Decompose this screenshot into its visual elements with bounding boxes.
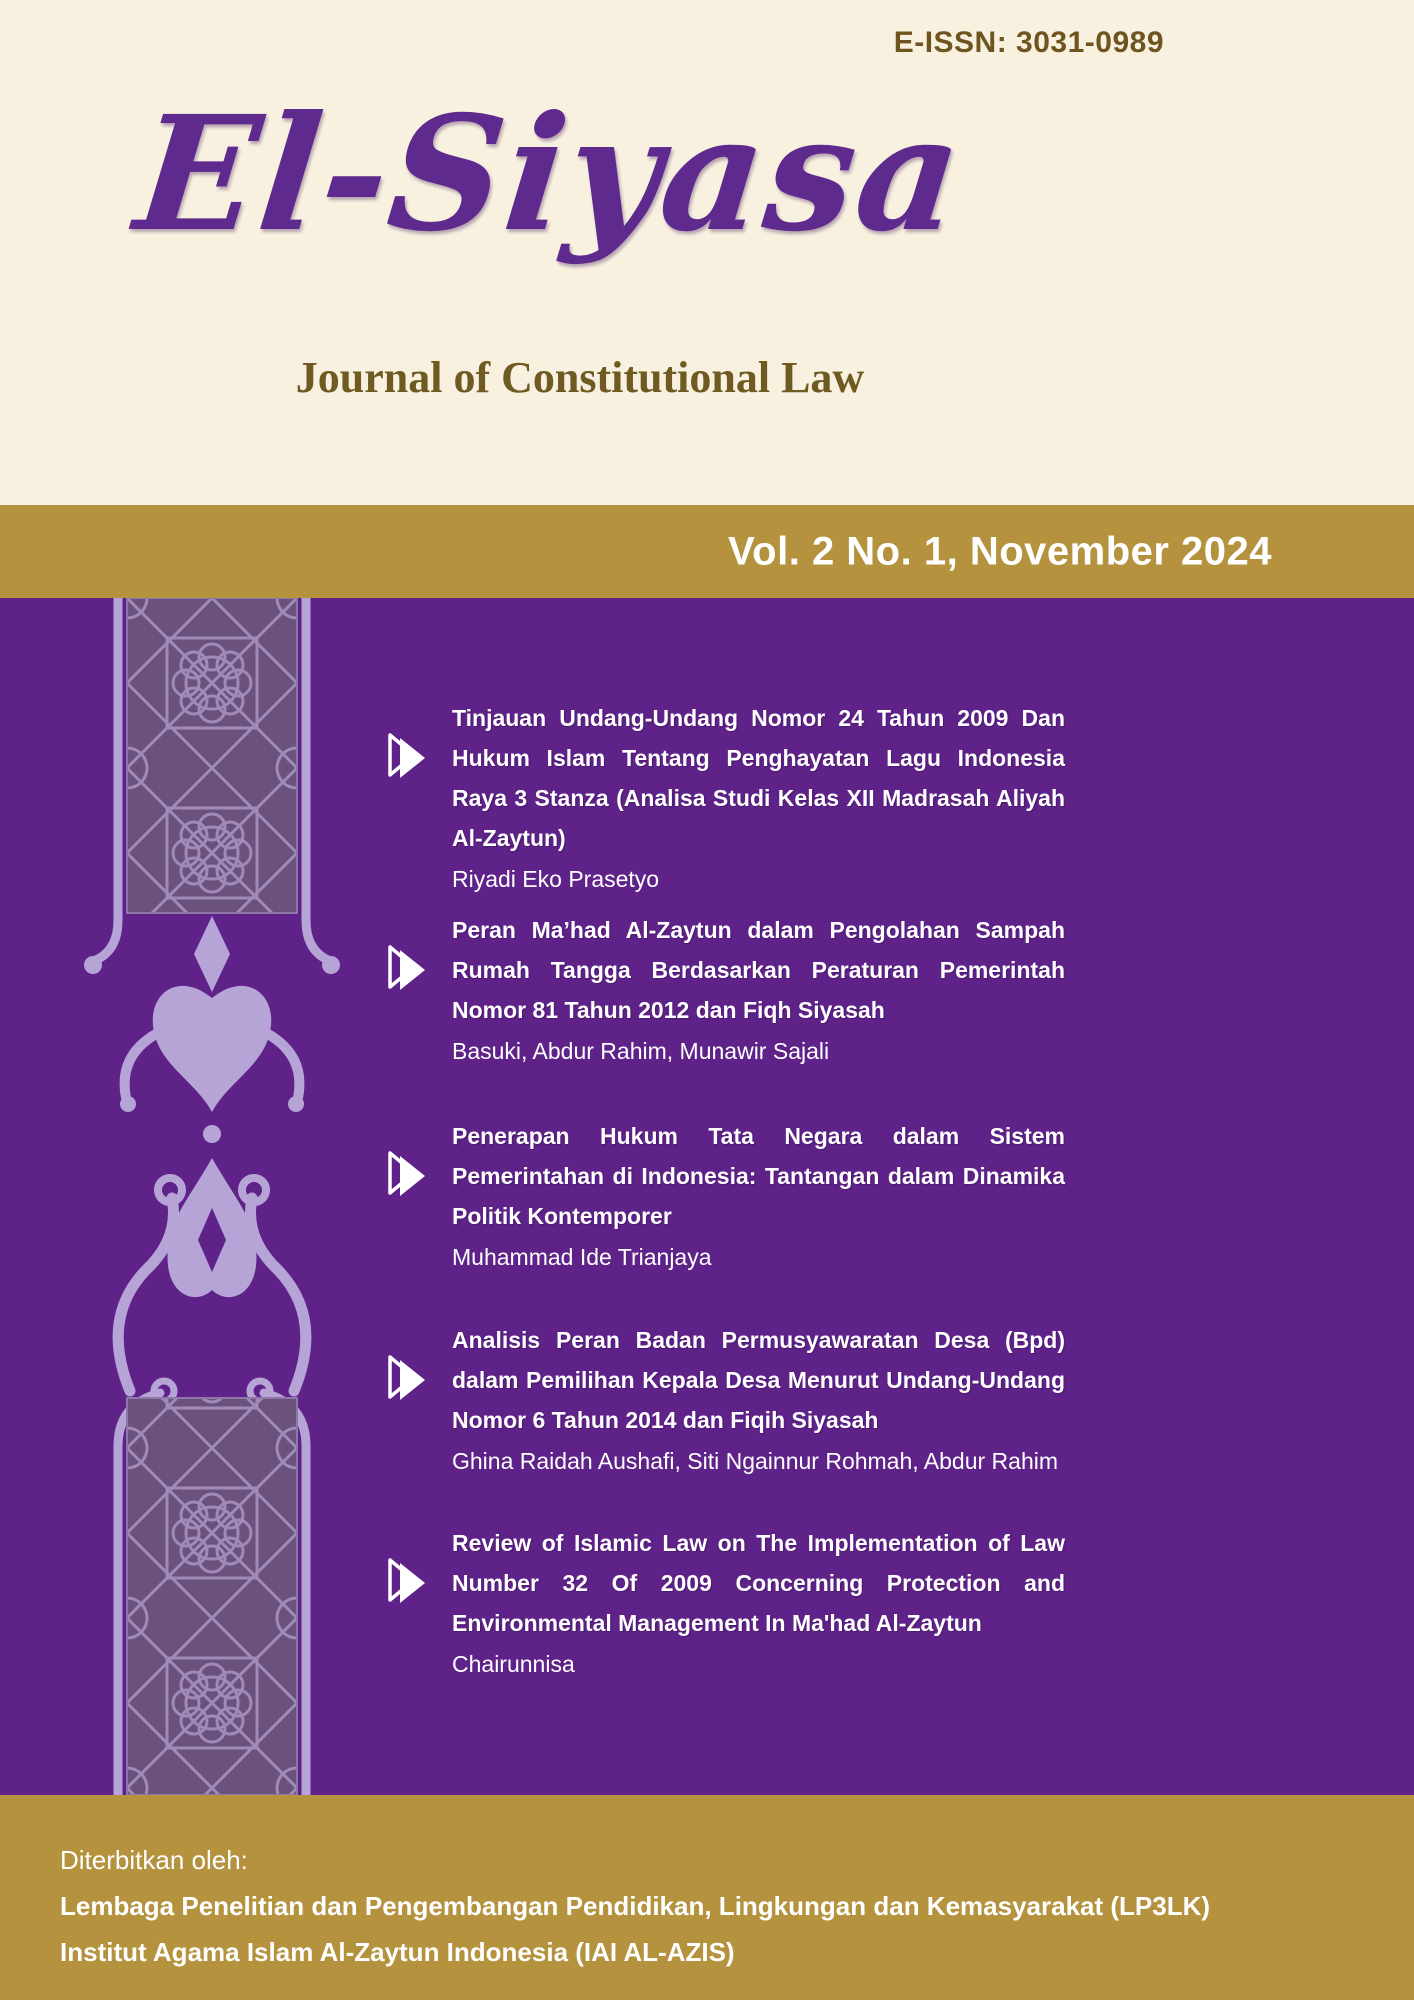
article-authors: Muhammad Ide Trianjaya: [452, 1244, 712, 1270]
journal-logo: [0, 0, 1100, 280]
article-title: Review of Islamic Law on The Implementation of Law Number 32 Of 2009 Concerning Protection and Environmental Management In Ma'had Al-Zaytun: [452, 1530, 1065, 1636]
published-by-label: Diterbitkan oleh:: [60, 1845, 248, 1875]
play-arrow-icon: [387, 944, 427, 990]
play-arrow-icon: [387, 732, 427, 778]
journal-logo-text: El-Siyasa: [128, 82, 972, 267]
article-title: Analisis Peran Badan Permusyawaratan Desa (Bpd) dalam Pemilihan Kepala Desa Menurut Undang-Undang Nomor 6 Tahun 2014 dan Fiqih Siyasah: [452, 1327, 1065, 1433]
volume-label: Vol. 2 No. 1, November 2024: [727, 529, 1273, 573]
article-title: Tinjauan Undang-Undang Nomor 24 Tahun 2009 Dan Hukum Islam Tentang Penghayatan Lagu Indonesia Raya 3 Stanza (Analisa Studi Kelas XII Madrasah Aliyah Al-Zaytun): [452, 705, 1065, 851]
article-item-4: [387, 1320, 1065, 1481]
publisher-name: Lembaga Penelitian dan Pengembangan Pendidikan, Lingkungan dan Kemasyarakat (LP3LK): [60, 1891, 1211, 1921]
main-section: [0, 598, 1414, 1795]
arabesque-pendant: [153, 916, 271, 1143]
eissn-label: E-ISSN: 3031-0989: [893, 26, 1164, 59]
article-item-1: [387, 698, 1065, 899]
header-section: [0, 0, 1414, 505]
pattern-panel-top: [127, 598, 297, 913]
journal-subtitle: Journal of Constitutional Law: [295, 353, 865, 402]
play-arrow-icon: [387, 1354, 427, 1400]
play-arrow-icon: [387, 1557, 427, 1603]
article-title: Peran Ma’had Al-Zaytun dalam Pengolahan Sampah Rumah Tangga Berdasarkan Peraturan Pemerintah Nomor 81 Tahun 2012 dan Fiqh Siyasah: [452, 917, 1065, 1023]
play-arrow-icon: [387, 1150, 427, 1196]
article-item-5: [387, 1523, 1065, 1684]
article-authors: Chairunnisa: [452, 1651, 575, 1677]
article-authors: Riyadi Eko Prasetyo: [452, 866, 660, 892]
article-item-3: [387, 1116, 1065, 1277]
pattern-panel-bottom: [127, 1398, 297, 1795]
volume-band: [0, 505, 1414, 598]
article-authors: Ghina Raidah Aushafi, Siti Ngainnur Rohmah, Abdur Rahim: [452, 1448, 1059, 1474]
article-title: Penerapan Hukum Tata Negara dalam Sistem Pemerintahan di Indonesia: Tantangan dalam Dinamika Politik Kontemporer: [452, 1123, 1065, 1229]
article-item-2: [387, 910, 1065, 1071]
publisher-institution: Institut Agama Islam Al-Zaytun Indonesia (IAI AL-AZIS): [60, 1937, 735, 1967]
footer-section: [0, 1795, 1414, 2000]
ornament-column: [60, 598, 420, 1795]
article-authors: Basuki, Abdur Rahim, Munawir Sajali: [452, 1038, 830, 1064]
article-list: [387, 598, 1065, 1795]
